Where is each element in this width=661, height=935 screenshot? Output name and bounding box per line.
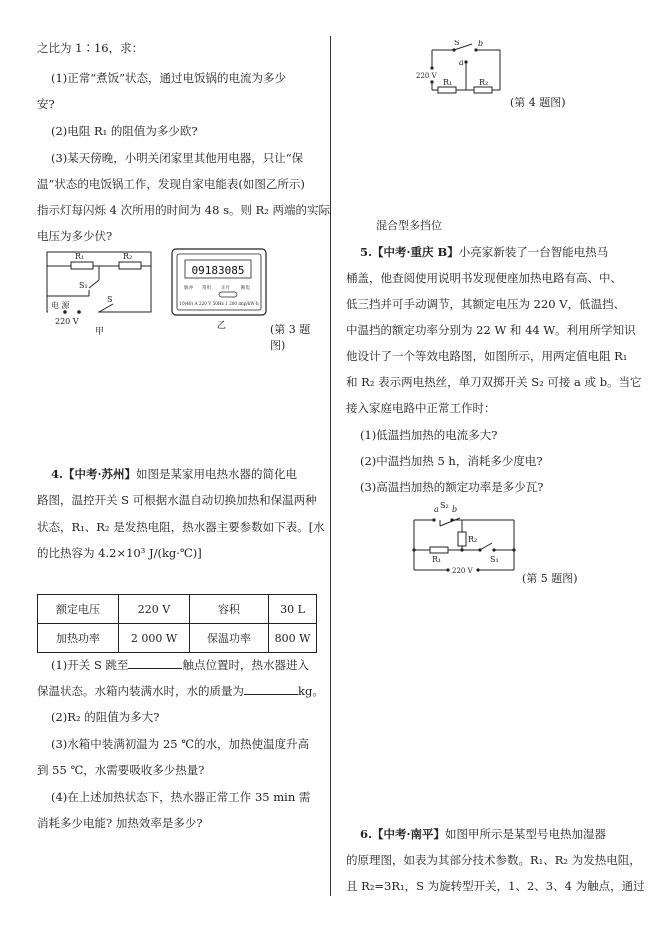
table-row — [38, 624, 317, 653]
meter-spec: 10(40) A 220 V 50Hz 1 200 imp/kW·h — [179, 301, 259, 306]
q4-part1-line1 — [51, 657, 309, 673]
fig5-circuit-diagram — [410, 500, 522, 580]
fig4-circuit-diagram — [410, 40, 510, 104]
meter-label-2: 常用 — [202, 286, 211, 291]
fig4-caption: (第 4 题图) — [510, 96, 566, 109]
q4-line2: 路图，温控开关 S 可根据水温自动切换加热和保温两种 — [37, 493, 317, 507]
table-cell: 220 V — [119, 595, 190, 624]
q3-part2: (2)电阻 R₁ 的阻值为多少欧? — [51, 124, 198, 138]
q4-spec-table — [37, 594, 317, 653]
q5-part1: (1)低温挡加热的电流多大? — [360, 428, 498, 442]
fig3-label-yi: 乙 — [217, 321, 227, 331]
q4-line1-text: 如图是某家用电热水器的简化电 — [136, 467, 298, 481]
fig5-b-label: b — [452, 505, 458, 514]
q4-heading: 4.【中考·苏州】 — [51, 467, 137, 481]
q5-line6: 和 R₂ 表示两电热丝，单刀双掷开关 S₂ 可接 a 或 b。当它 — [346, 375, 642, 389]
table-cell: 加热功率 — [38, 624, 119, 653]
fig3-caption: (第 3 题图) — [270, 323, 311, 352]
q5-line5: 他设计了一个等效电路图，如图所示，用两定值电阻 R₁ — [346, 349, 628, 363]
fig4-a-label: a — [459, 58, 464, 67]
q5-part3: (3)高温挡加热的额定功率是多少瓦? — [360, 480, 544, 494]
answer-blank[interactable] — [244, 683, 298, 695]
table-cell: 30 L — [269, 595, 317, 624]
q5-line7: 接入家庭电路中正常工作时： — [346, 401, 496, 415]
q4-part1-text-b: 触点位置时，热水器进入 — [182, 658, 309, 672]
q3-intro: 之比为 1∶16，求： — [37, 41, 144, 55]
table-cell: 2 000 W — [119, 624, 190, 653]
fig5-voltage-label: 220 V — [452, 567, 473, 575]
q4-part1-text-a: (1)开关 S 跳至 — [51, 658, 129, 672]
fig5-s1-label: S₁ — [490, 555, 499, 564]
table-row — [38, 595, 317, 624]
fig4-r2-label: R₂ — [479, 78, 489, 87]
meter-label-4: 断电 — [241, 286, 250, 291]
fig3-label-jia: 甲 — [95, 327, 105, 337]
q5-line1 — [360, 244, 608, 260]
q6-line1-text: 如图甲所示是某型号电热加湿器 — [445, 827, 607, 841]
table-cell: 容积 — [190, 595, 269, 624]
fig3-s-label: S — [107, 295, 113, 304]
q3-part3-line2: 温”状态的电饭锅工作，发现自家电能表(如图乙所示) — [37, 177, 305, 191]
q4-line4: 的比热容为 4.2×10³ J/(kg·℃)] — [37, 546, 202, 560]
column-divider — [330, 36, 331, 896]
q6-line1 — [360, 826, 606, 842]
fig5-r2-label: R₂ — [468, 535, 478, 544]
section-heading: 混合型多挡位 — [376, 219, 442, 232]
q4-part1-text-d: kg。 — [298, 684, 324, 698]
q3-part3-line3: 指示灯每闪烁 4 次所用的时间为 48 s。则 R₂ 两端的实际 — [37, 203, 331, 217]
fig4-s-label: S — [454, 40, 460, 47]
q4-part4-line2: 消耗多少电能? 加热效率是多少? — [37, 816, 203, 830]
answer-blank[interactable] — [128, 657, 182, 669]
fig5-s2-label: S₂ — [440, 501, 449, 510]
q4-part4-line1: (4)在上述加热状态下，热水器正常工作 35 min 需 — [51, 790, 311, 804]
q5-line2: 桶盖，他查阅使用说明书发现便座加热电路有高、中、 — [346, 271, 622, 285]
fig3-energy-meter — [171, 248, 267, 316]
meter-label-3: 正月 — [221, 286, 230, 291]
fig5-a-label: a — [434, 505, 439, 514]
fig3-r2-label: R₂ — [123, 252, 133, 261]
q4-part3-line2: 到 55 ℃，水需要吸收多少热量? — [37, 763, 205, 777]
q4-line3: 状态，R₁、R₂ 是发热电阻，热水器主要参数如下表。[水 — [37, 520, 325, 534]
fig4-r1-label: R₁ — [443, 78, 453, 87]
q6-line2: 的原理图，如表为其部分技术参数。R₁、R₂ 为发热电阻， — [346, 853, 641, 867]
q5-part2: (2)中温挡加热 5 h，消耗多少度电? — [360, 454, 543, 468]
q4-part2: (2)R₂ 的阻值为多大? — [51, 710, 160, 724]
meter-label-1: 脉冲 — [184, 286, 193, 291]
fig3-circuit-diagram — [39, 246, 159, 328]
fig5-r1-label: R₁ — [432, 555, 442, 564]
q3-part3-line1: (3)某天傍晚，小明关闭家里其他用电器，只让“保 — [51, 151, 304, 165]
q6-heading: 6.【中考·南平】 — [360, 827, 446, 841]
q3-part3-line4: 电压为多少伏? — [37, 229, 113, 243]
q4-part3-line1: (3)水箱中装满初温为 25 ℃的水，加热使温度升高 — [51, 737, 310, 751]
q4-part1-text-c: 保温状态。水箱内装满水时，水的质量为 — [37, 684, 244, 698]
q3-part1-line1: (1)正常“煮饭”状态，通过电饭锅的电流为多少 — [51, 71, 287, 85]
q3-part1-line2: 安? — [37, 97, 55, 111]
fig3-s1-label: S₁ — [79, 281, 88, 290]
fig5-caption: (第 5 题图) — [522, 572, 578, 585]
q4-part1-line2 — [37, 683, 324, 699]
fig3-voltage-label: 220 V — [55, 317, 79, 326]
fig4-voltage-label: 220 V — [416, 72, 437, 80]
table-cell: 保温功率 — [190, 624, 269, 653]
fig3-r1-label: R₁ — [75, 252, 85, 261]
table-cell: 额定电压 — [38, 595, 119, 624]
q5-line3: 低三挡并可手动调节，其额定电压为 220 V，低温挡、 — [346, 297, 626, 311]
table-cell: 800 W — [269, 624, 317, 653]
q5-line4: 中温挡的额定功率分别为 22 W 和 44 W。利用所学知识 — [346, 323, 636, 337]
meter-reading: 09183085 — [191, 264, 245, 277]
q5-line1-text: 小亮家新装了一台智能电热马 — [458, 245, 609, 259]
q4-line1 — [51, 466, 297, 482]
q6-line3: 且 R₂=3R₁，S 为旋转型开关，1、2、3、4 为触点，通过 — [346, 879, 645, 893]
q5-heading: 5.【中考·重庆 B】 — [360, 245, 459, 259]
fig3-source-label: 电 源 — [51, 301, 70, 310]
fig4-b-label: b — [478, 40, 484, 48]
